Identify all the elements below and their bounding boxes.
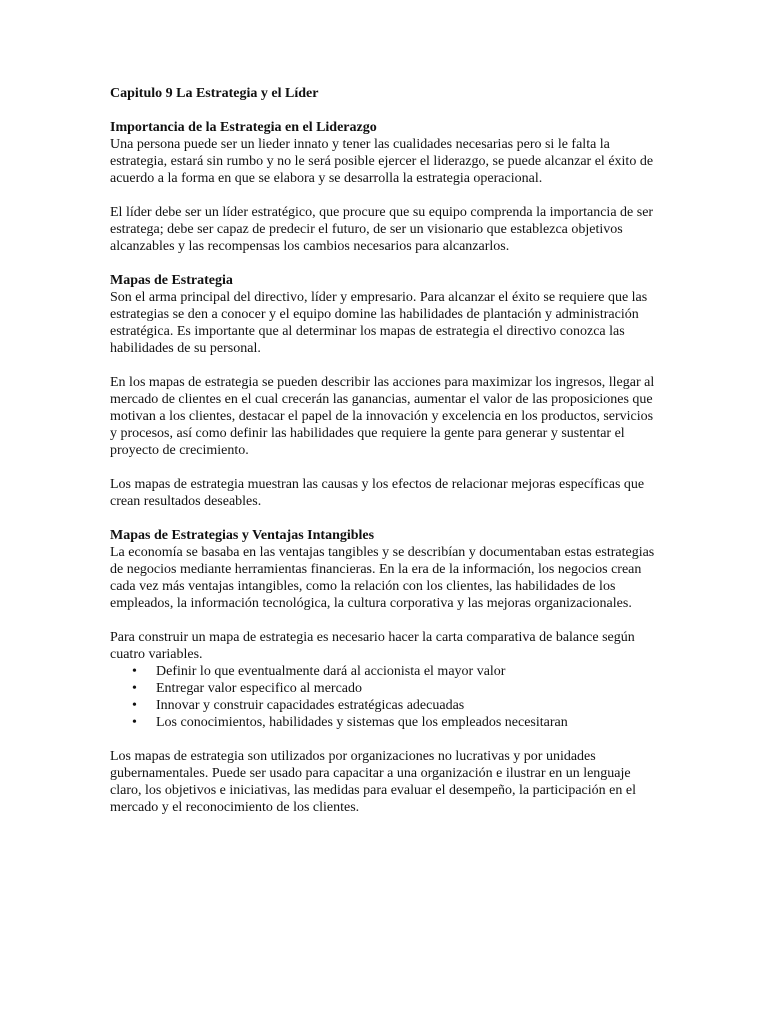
paragraph: La economía se basaba en las ventajas tangibles y se describían y documentaban estas estrategias de negocios mediante herramientas financieras. En la era de la información, los negocios crean cada vez más ventajas intangibles, como la relación con los clientes, las habilidades de los empleados, la información tecnológica, la cultura corporativa y las mejoras organizacionales. <box>110 545 655 611</box>
section-heading: Mapas de Estrategia <box>110 273 233 288</box>
list-item <box>110 680 662 697</box>
bullet-icon: • <box>132 681 137 696</box>
bullet-list <box>110 663 662 731</box>
bullet-icon: • <box>132 715 137 730</box>
bullet-icon: • <box>132 698 137 713</box>
paragraph: Una persona puede ser un lieder innato y tener las cualidades necesarias pero si le falta la estrategia, estará sin rumbo y no le será posible ejercer el liderazgo, se puede alcanzar el éxito de acuerdo a la forma en que se elabora y se desarrolla la estrategia operacional. <box>110 137 654 186</box>
chapter-title: Capitulo 9 La Estrategia y el Líder <box>110 86 319 101</box>
list-item-text: Entregar valor especifico al mercado <box>156 681 363 696</box>
list-item <box>110 663 662 680</box>
paragraph: El líder debe ser un líder estratégico, que procure que su equipo comprenda la importancia de ser estratega; debe ser capaz de predecir el futuro, de ser un visionario que establezca objetivos alcanzables y las recompensas los cambios necesarios para alcanzarlos. <box>110 205 654 254</box>
list-item-text: Los conocimientos, habilidades y sistemas que los empleados necesitaran <box>156 715 568 730</box>
section-heading: Mapas de Estrategias y Ventajas Intangibles <box>110 528 375 543</box>
section-mapas-de-estrategia <box>110 272 662 510</box>
list-item-text: Innovar y construir capacidades estratégicas adecuadas <box>156 698 465 713</box>
paragraph: Los mapas de estrategia muestran las causas y los efectos de relacionar mejoras específicas que crean resultados deseables. <box>110 477 645 509</box>
paragraph: En los mapas de estrategia se pueden describir las acciones para maximizar los ingresos, llegar al mercado de clientes en el cual crecerán las ganancias, aumentar el valor de las proposiciones que motivan a los clientes, destacar el papel de la innovación y excelencia en los productos, servicios y procesos, así como definir las habilidades que requiere la gente para generar y sustentar el proyecto de crecimiento. <box>110 375 655 458</box>
section-heading: Importancia de la Estrategia en el Liderazgo <box>110 120 377 135</box>
paragraph: Para construir un mapa de estrategia es necesario hacer la carta comparativa de balance según cuatro variables. <box>110 630 635 662</box>
bullet-icon: • <box>132 664 137 679</box>
section-importancia <box>110 119 662 255</box>
paragraph: Son el arma principal del directivo, líder y empresario. Para alcanzar el éxito se requiere que las estrategias se den a conocer y el equipo domine las habilidades de plantación y administración estratégica. Es importante que al determinar los mapas de estrategia el directivo conozca las habilidades de su personal. <box>110 290 648 356</box>
section-ventajas-intangibles <box>110 527 662 816</box>
document-page <box>110 85 662 833</box>
list-item <box>110 697 662 714</box>
list-item <box>110 714 662 731</box>
list-item-text: Definir lo que eventualmente dará al accionista el mayor valor <box>156 664 506 679</box>
paragraph: Los mapas de estrategia son utilizados por organizaciones no lucrativas y por unidades gubernamentales. Puede ser usado para capacitar a una organización e ilustrar en un lenguaje claro, los objetivos e iniciativas, las medidas para evaluar el desempeño, la participación en el mercado y el reconocimiento de los clientes. <box>110 749 636 815</box>
